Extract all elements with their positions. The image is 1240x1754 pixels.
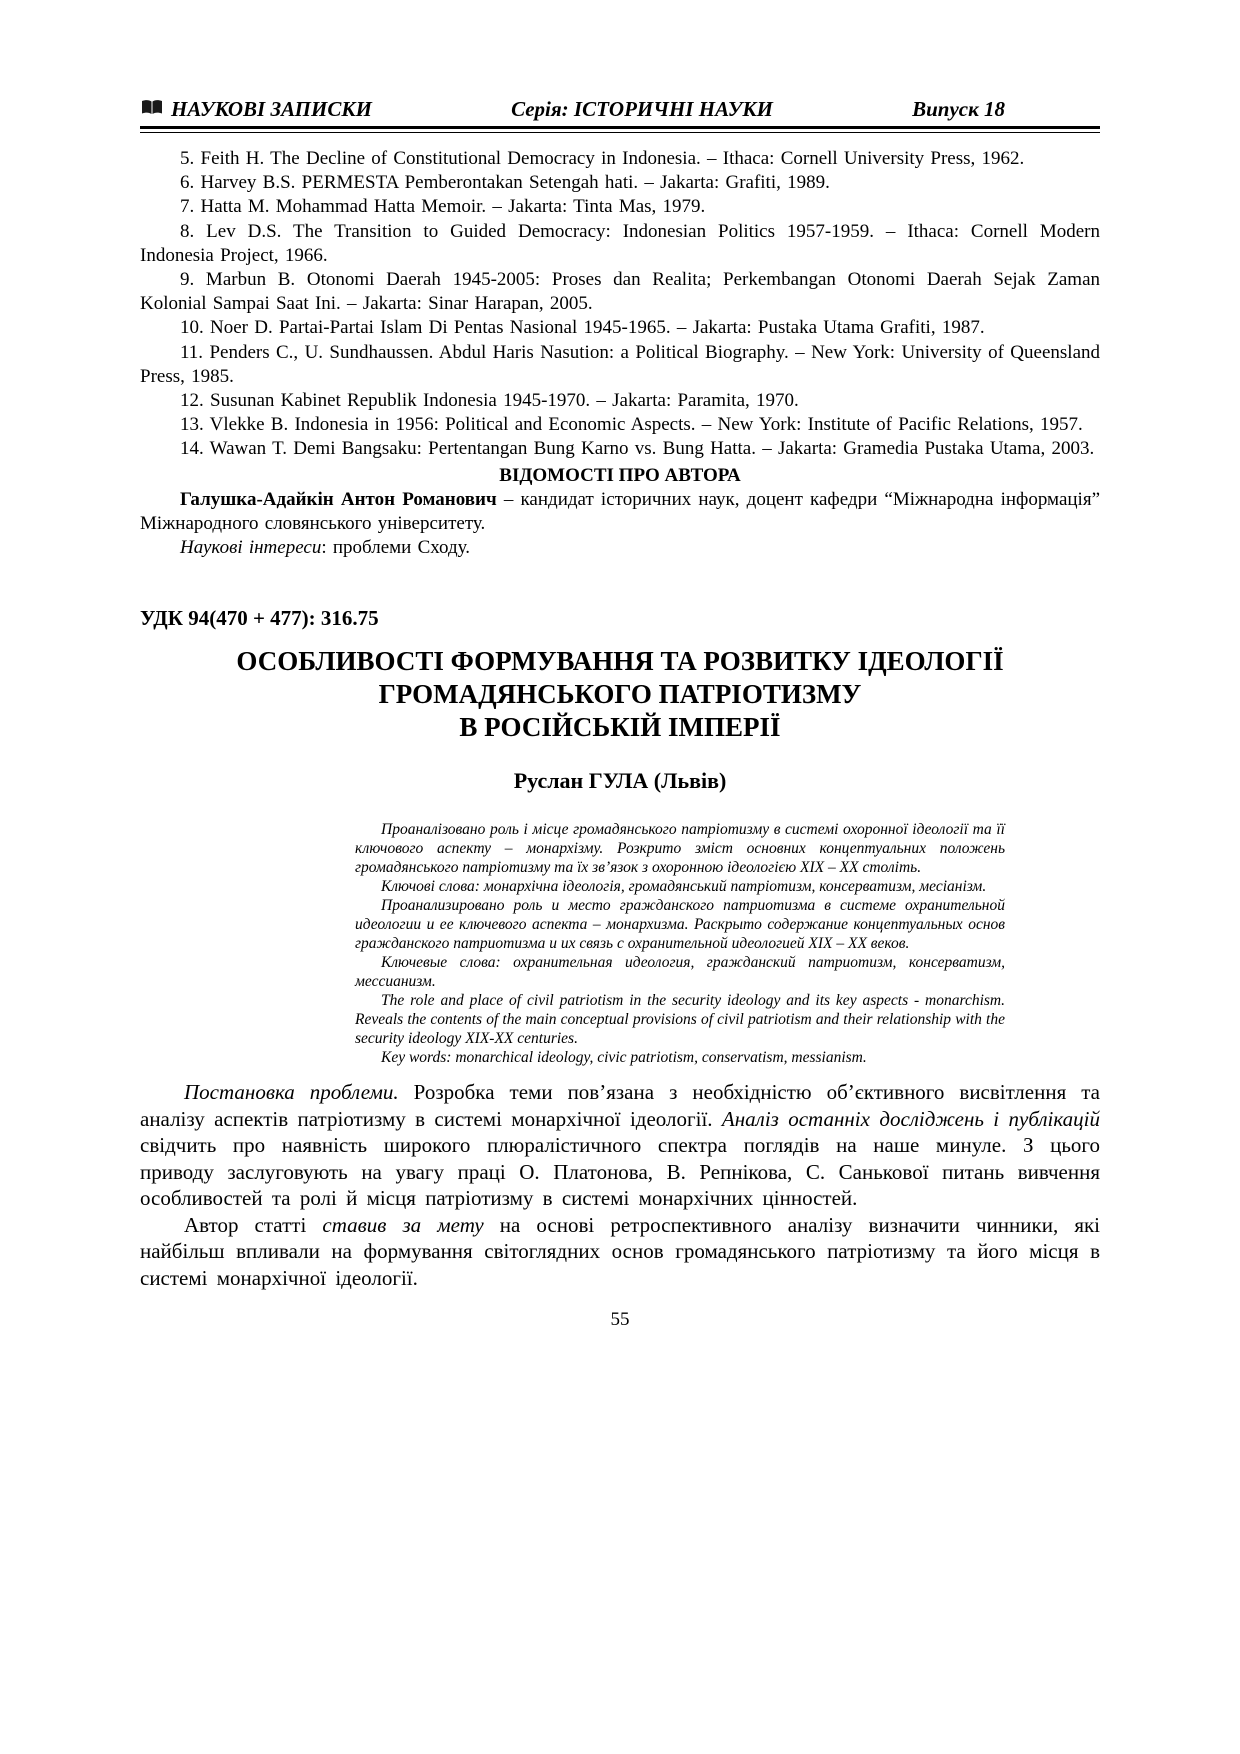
book-icon <box>140 96 164 122</box>
header-rule <box>140 126 1100 133</box>
journal-name: НАУКОВІ ЗАПИСКИ <box>171 97 372 121</box>
reference-item: 7. Hatta M. Mohammad Hatta Memoir. – Jakarta: Tinta Mas, 1979. <box>180 196 706 218</box>
paragraph-problem-statement <box>140 1079 1100 1212</box>
keywords-uk: Ключові слова: монархічна ідеологія, громадянський патріотизм, консерватизм, месіанізм. <box>381 878 987 896</box>
paragraph-lead-italic: Постановка проблеми. <box>184 1080 399 1105</box>
reference-item: 10. Noer D. Partai-Partai Islam Di Pentas Nasional 1945-1965. – Jakarta: Pustaka Utama Grafiti, 1987. <box>180 317 985 339</box>
references-list <box>140 147 1100 462</box>
page-number: 55 <box>610 1309 630 1331</box>
title-line: ГРОМАДЯНСЬКОГО ПАТРІОТИЗМУ <box>378 679 862 710</box>
paragraph-emphasis: Аналіз останніх досліджень і публікацій <box>721 1106 1101 1131</box>
author-info <box>140 488 1100 536</box>
abstract-ru: Проанализировано роль и место гражданского патриотизма в системе охранительной идеологии и ее ключевого аспекта – монархизма. Раскрыто содержание концептуальных основ гражданского патриотизма и их связь с охранительной идеологией XIX – XX веков. <box>355 897 1005 953</box>
series-title: Серія: ІСТОРИЧНІ НАУКИ <box>511 97 773 121</box>
interests-label: Наукові інтереси <box>180 537 322 559</box>
title-line: ОСОБЛИВОСТІ ФОРМУВАННЯ ТА РОЗВИТКУ ІДЕОЛОГІЇ <box>236 646 1004 677</box>
reference-item: 14. Wawan T. Demi Bangsaku: Pertentangan Bung Karno vs. Bung Hatta. – Jakarta: Gramedia Pustaka Utama, 2003. <box>180 438 1095 460</box>
title-line: В РОСІЙСЬКІЙ ІМПЕРІЇ <box>459 712 781 743</box>
reference-item: 9. Marbun B. Otonomi Daerah 1945-2005: Proses dan Realita; Perkembangan Otonomi Daerah Sejak Zaman Kolonial Sampai Saat Ini. – Jakarta: Sinar Harapan, 2005. <box>140 269 1100 315</box>
reference-item: 11. Penders C., U. Sundhaussen. Abdul Haris Nasution: a Political Biography. – New York: University of Queensland Press, 1985. <box>140 341 1100 387</box>
journal-header <box>140 96 1100 122</box>
issue-number: Випуск 18 <box>912 97 1005 121</box>
interests-text: : проблеми Сходу. <box>321 537 470 559</box>
paragraph-text: на основі ретроспективного аналізу визначити чинники, які найбільш впливали на формування світоглядних основ громадянського патріотизму та його місця в системі монархічної ідеології. <box>140 1212 1101 1290</box>
paragraph-text: Автор статті <box>184 1212 323 1237</box>
abstract-uk: Проаналізовано роль і місце громадянського патріотизму в системі охоронної ідеології та її ключового аспекту – монархізму. Розкрито зміст основних концептуальних положень громадянського патріотизму та їх зв’язок з охоронною ідеологією XIX – XX століть. <box>355 821 1005 877</box>
reference-item: 5. Feith H. The Decline of Constitutional Democracy in Indonesia. – Ithaca: Cornell University Press, 1962. <box>180 148 1025 169</box>
keywords-ru: Ключевые слова: охранительная идеология, гражданский патриотизм, консерватизм, мессианизм. <box>355 954 1005 991</box>
journal-name-group <box>140 96 372 122</box>
author-description: – кандидат історичних наук, доцент кафедри “Міжнародна інформація” Міжнародного словянського університету. <box>140 488 1101 534</box>
article-title <box>140 645 1100 744</box>
reference-item: 6. Harvey B.S. PERMESTA Pemberontakan Setengah hati. – Jakarta: Grafiti, 1989. <box>180 172 830 194</box>
about-author-heading: ВІДОМОСТІ ПРО АВТОРА <box>499 464 741 486</box>
page-content <box>140 96 1100 1331</box>
article-body <box>140 1079 1100 1291</box>
reference-item: 8. Lev D.S. The Transition to Guided Democracy: Indonesian Politics 1957-1959. – Ithaca: Cornell Modern Indonesia Project, 1966. <box>140 220 1100 266</box>
article-author: Руслан ГУЛА (Львів) <box>513 768 727 794</box>
paragraph-text: свідчить про наявність широкого плюралістичного спектра поглядів на наше минуле. З цього приводу заслуговують на увагу праці О. Платонова, В. Репнікова, С. Санькової питань вивчення особливостей та ролі й місця патріотизму в системі монархічних цінностей. <box>140 1133 1100 1211</box>
reference-item: 12. Susunan Kabinet Republik Indonesia 1945-1970. – Jakarta: Paramita, 1970. <box>180 390 799 412</box>
research-interests <box>140 536 1100 560</box>
author-name: Галушка-Адайкін Антон Романович <box>180 488 497 510</box>
abstract-en: The role and place of civil patriotism in the security ideology and its key aspects - monarchism. Reveals the contents of the main conceptual provisions of civil patriotism and their relationship with the security ideology XIX-XX centuries. <box>355 992 1005 1048</box>
keywords-en: Key words: monarchical ideology, civic patriotism, conservatism, messianism. <box>381 1049 867 1067</box>
paragraph-text: Розробка теми пов’язана з необхідністю об’єктивного висвітлення та аналізу аспектів патріотизму в системі монархічної ідеології. <box>140 1080 1100 1131</box>
udc-code: УДК 94(470 + 477): 316.75 <box>140 606 379 631</box>
abstract-block <box>355 820 1005 1067</box>
reference-item: 13. Vlekke B. Indonesia in 1956: Political and Economic Aspects. – New York: Institute of Pacific Relations, 1957. <box>180 414 1083 436</box>
paragraph-goal <box>140 1212 1100 1292</box>
paragraph-emphasis: ставив за мету <box>322 1212 484 1237</box>
